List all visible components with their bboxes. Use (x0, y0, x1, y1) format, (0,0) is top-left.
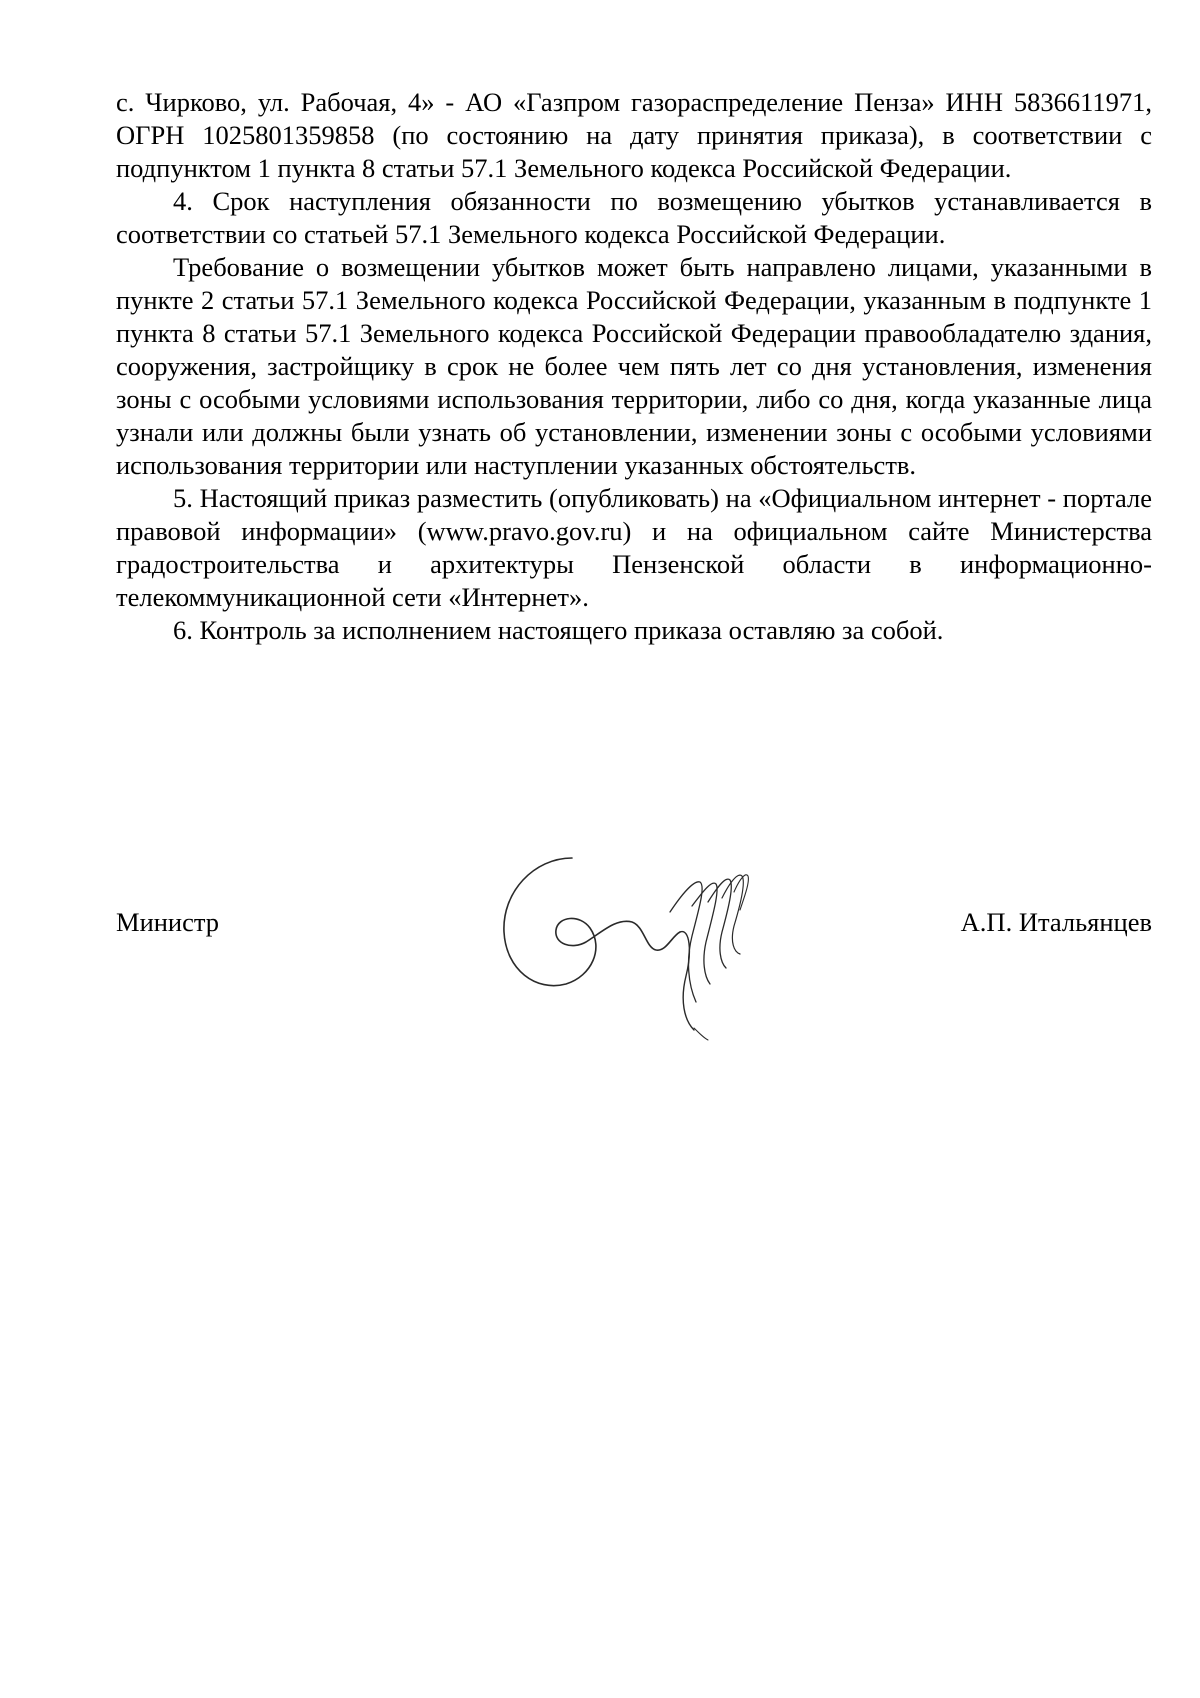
signature-block (116, 810, 1152, 1060)
paragraph-6-control: 6. Контроль за исполнением настоящего приказа оставляю за собой. (173, 615, 944, 645)
handwritten-signature-icon (494, 852, 794, 1042)
document-body (116, 86, 1152, 647)
paragraph-4-loss-deadline: 4. Срок наступления обязанности по возмещению убытков устанавливается в соответствии со статьей 57.1 Земельного кодекса Российской Федерации. (116, 186, 1152, 249)
paragraph-address: с. Чирково, ул. Рабочая, 4» - АО «Газпром газораспределение Пенза» ИНН 5836611971, ОГРН 1025801359858 (по состоянию на дату принятия приказа), в соответствии с подпунктом 1 пункта 8 статьи 57.1 Земельного кодекса Российской Федерации. (116, 87, 1152, 183)
paragraph-5-publication: 5. Настоящий приказ разместить (опубликовать) на «Официальном интернет - портале правовой информации» (www.pravo.gov.ru) и на официальном сайте Министерства градостроительства и архитектуры Пензенской области в информационно-телекоммуникационной сети «Интернет». (116, 483, 1152, 612)
signatory-name: А.П. Итальянцев (960, 907, 1152, 937)
paragraph-compensation-claim: Требование о возмещении убытков может быть направлено лицами, указанными в пункте 2 статьи 57.1 Земельного кодекса Российской Федерации, указанным в подпункте 1 пункта 8 статьи 57.1 Земельного кодекса Российской Федерации правообладателю здания, сооружения, застройщику в срок не более чем пять лет со дня установления, изменения зоны с особыми условиями использования территории, либо со дня, когда указанные лица узнали или должны были узнать об установлении, изменении зоны с особыми условиями использования территории или наступлении указанных обстоятельств. (116, 252, 1152, 480)
signatory-title: Министр (116, 907, 220, 937)
